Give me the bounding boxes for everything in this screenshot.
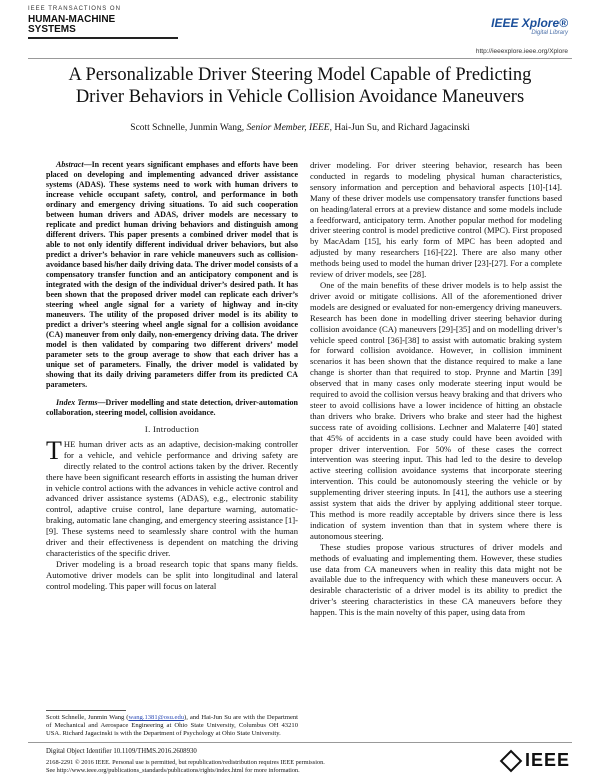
footer-divider	[28, 742, 572, 743]
intro-paragraph-1	[46, 435, 298, 559]
author-email-link[interactable]: wang.1381@osu.edu	[128, 714, 185, 721]
index-terms-label: Index Terms	[56, 398, 98, 407]
copyright-notice	[46, 759, 466, 774]
journal-name: HUMAN-MACHINE SYSTEMS	[28, 14, 116, 35]
authors-part-a: Scott Schnelle, Junmin Wang,	[130, 123, 247, 133]
abstract	[46, 160, 298, 390]
paper-title	[40, 64, 560, 108]
intro-p1-text: HE human driver acts as an adaptive, decision-making controller for a vehicle, and vehicle performance and driving safety are directly related to the control actions taken by the driver. Recently there have been significant research efforts in assisting the human driver in vehicle control actions with the advances in vehicle active control and advanced driver assistance systems (ADAS), e.g., electronic stability control, adaptive cruise control, lane departure warning, automatic-braking, automatic lane changing, and emergency steering assistance [1]-[9]. These systems need to seamlessly share control with the human driver and their effectiveness is dependent on matching the driving characteristics of the specific driver.	[46, 438, 298, 558]
copyright-line-2: See http://www.ieee.org/publications_standards/publications/rights/index.html for more information.	[46, 766, 300, 774]
author-role: Senior Member, IEEE	[246, 123, 330, 133]
journal-rule	[28, 37, 178, 39]
doi-line: Digital Object Identifier 10.1109/THMS.2016.2608930	[46, 748, 197, 755]
index-terms-text: —Driver modelling and state detection, driver-automation collaboration, steering model, collision avoidance.	[46, 398, 298, 417]
abstract-label: Abstract	[56, 160, 84, 169]
right-paragraph-3: These studies propose various structures of driver models and methods of evaluating and implementing them. However, these studies use data from CA maneuvers when in reality this data might not be available due to the infrequency with which these maneuvers occur. A desirable characteristic of a driver model is its ability to predict the driver’s steering characteristics in these CA maneuvers before they happen. This is the main novelty of this paper, using data from	[310, 541, 562, 618]
drop-cap: T	[46, 435, 62, 465]
authors-part-b: , Hai-Jun Su, and Richard Jagacinski	[329, 123, 470, 133]
author-footnote	[46, 714, 298, 739]
intro-paragraph-2: Driver modeling is a broad research topic that spans many fields. Automotive driver models can be split into longitudinal and lateral control modeling. This paper will focus on lateral	[46, 558, 298, 591]
footnote-text-a: Scott Schnelle, Junmin Wang (	[46, 714, 129, 721]
index-terms	[46, 398, 298, 418]
left-column	[46, 160, 298, 592]
ieee-logo-text: IEEE	[524, 750, 570, 770]
abstract-text: —In recent years significant emphases and efforts have been placed on developing and implementing advanced driver assistance systems (ADAS). These systems need to work with human drivers to increase vehicle occupant safety, control, and performance in both ordinary and emergency driving situations. To aid such cooperation between human drivers and ADAS, driver models are necessary to replicate and predict human driving behaviors and distinguish among different drivers. This paper presents a combined driver model that is able to not only identify different individual driver behaviors, but also predict a driver’s behavior in rare vehicle maneuvers such as collision-avoidance based his/her daily driving data. The driver model consists of a compensatory transfer function and an anticipatory component and is integrated with the design of the individual driver’s desired path. It has been shown that the proposed driver model can replicate each driver’s steering wheel angle signal for a variety of highway and in-city maneuvers. The utility of the proposed driver model is its ability to predict a driver’s steering wheel angle signal for a collision avoidance (CA) maneuver from only daily, non-emergency driving data. The driver model is then validated by comparing two different drivers’ model parameter sets to the group average to show that each driver has a unique set of parameters. Finally, the driver model is validated by showing that its daily driving parameters differ from its predicted CA parameters.	[46, 160, 298, 389]
section-heading-introduction: I. Introduction	[144, 424, 200, 434]
header-divider	[28, 58, 572, 59]
footnote-divider	[46, 710, 126, 711]
ieee-xplore-logo	[491, 16, 568, 36]
footnote-text-b: ), and Hai-Jun Su are with the Department of Mechanical and Aerospace Engineering at Ohio State University, Columbus OH 43210 USA. Richard Jagacinski is with the Department of Psychology at Ohio State University.	[46, 714, 298, 738]
right-paragraph-2: One of the main benefits of these driver models is to help assist the driver avoid or mitigate collisions. All of the aforementioned driver models are designed or evaluated for non-emergency driving maneuvers. Research has been done in modelling driver steering behavior during collision avoidance (CA) maneuvers [29]-[35] and on modelling driver’s vehicle speed control [36]-[38] to assist with automatic braking system for forward collision avoidance. However, in collision imminent scenarios it has been shown that the distance required to make a lane change is shorter than that required to stop. Prynne and Martin [39] observed that in many cases only moderate steering input would be required to avoid the collision versus heavy braking and that drivers who steer to avoid collisions have a lower incidence of hitting an obstacle than drivers who brake. Drivers who brake and steer had the highest success rate of avoiding collisions. Lechner and Malaterre [40] stated that 45% of accidents in a case study could have been avoided with proper driver intervention. For 50% of these cases the correct intervention was steering input. This had led to the desire to develop active steering collision avoidance systems that incorporate steering intervention. This could be autonomously steering the vehicle or by supplementing driver steering inputs. In [41], the authors use a steering assist system that aids the driver by applying additional steer torque. This method is more readily acceptable by drivers since there is less indication of system invention than that in system where there is autonomous steering.	[310, 279, 562, 541]
xplore-name: IEEE Xplore®	[491, 16, 568, 30]
journal-header	[28, 6, 572, 58]
journal-series: IEEE TRANSACTIONS ON	[28, 6, 121, 12]
title-line-2: Driver Behaviors in Vehicle Collision Avoidance Maneuvers	[75, 87, 525, 107]
right-paragraph-1: driver modeling. For driver steering behavior, research has been conducted in regards to modeling physical human characteristics, sensory information and perception and behavioral aspects [10]-[14]. Many of these driver models use compensatory transfer functions based on heading/lateral errors at a preview distance and some models include a feedforward, anticipatory term. Another popular method for modeling driver steering control is model predictive control (MPC). First proposed by MacAdam [15], his early form of MPC has been adopted and adjusted by many researchers [16]-[22]. There are also many other methods being used to model the human driver [23]-[27]. For a complete review of driver models, see [28].	[310, 160, 562, 280]
copyright-line-1: 2168-2291 © 2016 IEEE. Personal use is permitted, but republication/redistribution requires IEEE permission.	[46, 759, 325, 766]
author-list	[40, 123, 560, 133]
right-column	[310, 160, 562, 618]
title-line-1: A Personalizable Driver Steering Model Capable of Predicting	[68, 65, 532, 85]
xplore-sub: Digital Library	[531, 30, 568, 36]
xplore-url[interactable]: http://ieeexplore.ieee.org/Xplore	[475, 48, 568, 55]
ieee-logo	[503, 750, 570, 771]
ieee-diamond-icon	[500, 749, 523, 772]
